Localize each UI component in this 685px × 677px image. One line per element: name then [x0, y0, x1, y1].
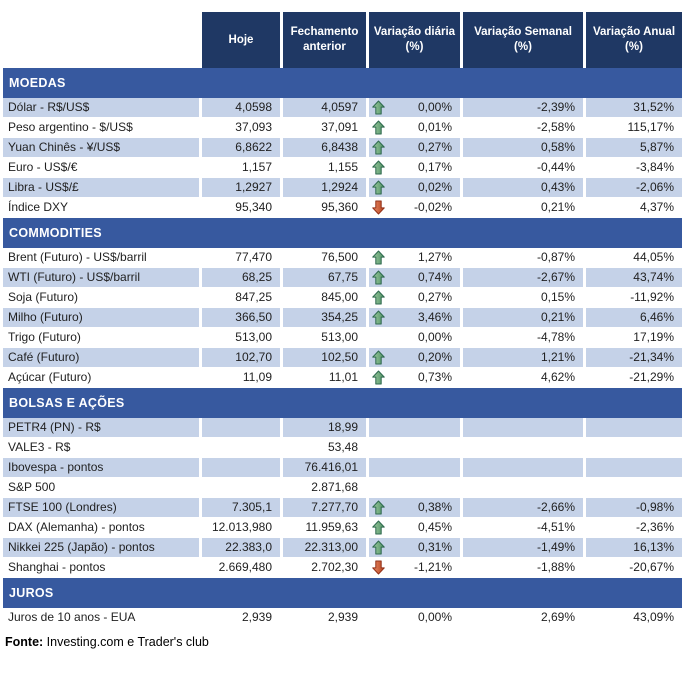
- up-arrow-icon: [372, 100, 385, 115]
- table-row: [3, 268, 682, 288]
- header-row: [3, 12, 682, 68]
- hoje-cell: 2,939: [202, 608, 280, 628]
- variacao-semanal-cell: 0,58%: [463, 138, 583, 158]
- table-row: [3, 178, 682, 198]
- variacao-diaria-cell: [369, 328, 460, 348]
- fechamento-cell: 7.277,70: [283, 498, 366, 518]
- variacao-anual-cell: -2,36%: [586, 518, 682, 538]
- variacao-diaria-value: 0,02%: [417, 180, 452, 194]
- hoje-cell: 68,25: [202, 268, 280, 288]
- variacao-diaria-cell: [369, 518, 460, 538]
- variacao-diaria-cell: [369, 348, 460, 368]
- variacao-anual-cell: [586, 418, 682, 438]
- label-cell: VALE3 - R$: [3, 438, 199, 458]
- variacao-diaria-cell: [369, 268, 460, 288]
- label-cell: Brent (Futuro) - US$/barril: [3, 248, 199, 268]
- table-row: [3, 138, 682, 158]
- variacao-diaria-value: 0,01%: [417, 120, 452, 134]
- variacao-semanal-cell: 0,15%: [463, 288, 583, 308]
- variacao-anual-cell: 43,09%: [586, 608, 682, 628]
- label-cell: Café (Futuro): [3, 348, 199, 368]
- variacao-semanal-cell: 2,69%: [463, 608, 583, 628]
- variacao-anual-cell: [586, 458, 682, 478]
- hoje-cell: 366,50: [202, 308, 280, 328]
- section-header: BOLSAS E AÇÕES: [3, 388, 682, 418]
- up-arrow-icon: [372, 540, 385, 555]
- variacao-semanal-cell: -2,67%: [463, 268, 583, 288]
- table-row: [3, 158, 682, 178]
- down-arrow-icon: [372, 560, 385, 575]
- variacao-anual-cell: -20,67%: [586, 558, 682, 578]
- label-cell: FTSE 100 (Londres): [3, 498, 199, 518]
- variacao-diaria-cell: [369, 198, 460, 218]
- variacao-semanal-cell: -1,49%: [463, 538, 583, 558]
- label-cell: Milho (Futuro): [3, 308, 199, 328]
- hoje-cell: 6,8622: [202, 138, 280, 158]
- fechamento-cell: 354,25: [283, 308, 366, 328]
- table-row: [3, 498, 682, 518]
- variacao-diaria-value: 0,17%: [417, 160, 452, 174]
- table-row: [3, 438, 682, 458]
- variacao-diaria-cell: [369, 498, 460, 518]
- section-header: MOEDAS: [3, 68, 682, 98]
- label-cell: Juros de 10 anos - EUA: [3, 608, 199, 628]
- table-row: [3, 248, 682, 268]
- source-text: Investing.com e Trader's club: [43, 635, 209, 649]
- label-cell: Ibovespa - pontos: [3, 458, 199, 478]
- label-cell: Índice DXY: [3, 198, 199, 218]
- label-cell: Yuan Chinês - ¥/US$: [3, 138, 199, 158]
- label-cell: Shanghai - pontos: [3, 558, 199, 578]
- label-cell: Peso argentino - $/US$: [3, 118, 199, 138]
- fechamento-cell: 102,50: [283, 348, 366, 368]
- hoje-cell: 4,0598: [202, 98, 280, 118]
- label-cell: Soja (Futuro): [3, 288, 199, 308]
- variacao-diaria-value: 0,00%: [417, 100, 452, 114]
- table-row: [3, 418, 682, 438]
- variacao-semanal-cell: -0,44%: [463, 158, 583, 178]
- variacao-anual-cell: 5,87%: [586, 138, 682, 158]
- variacao-diaria-cell: [369, 368, 460, 388]
- hoje-cell: 847,25: [202, 288, 280, 308]
- fechamento-cell: 11,01: [283, 368, 366, 388]
- variacao-semanal-cell: 0,21%: [463, 308, 583, 328]
- fechamento-cell: 67,75: [283, 268, 366, 288]
- variacao-anual-cell: -11,92%: [586, 288, 682, 308]
- fechamento-cell: 1,155: [283, 158, 366, 178]
- variacao-diaria-cell: [369, 118, 460, 138]
- variacao-diaria-value: 0,73%: [417, 370, 452, 384]
- table-row: [3, 558, 682, 578]
- label-cell: DAX (Alemanha) - pontos: [3, 518, 199, 538]
- column-header: Variação Semanal (%): [463, 12, 583, 68]
- label-cell: Dólar - R$/US$: [3, 98, 199, 118]
- variacao-anual-cell: 4,37%: [586, 198, 682, 218]
- fechamento-cell: 53,48: [283, 438, 366, 458]
- fechamento-cell: 95,360: [283, 198, 366, 218]
- label-cell: Nikkei 225 (Japão) - pontos: [3, 538, 199, 558]
- variacao-anual-cell: 115,17%: [586, 118, 682, 138]
- variacao-diaria-cell: [369, 288, 460, 308]
- table-row: [3, 368, 682, 388]
- hoje-cell: 22.383,0: [202, 538, 280, 558]
- variacao-diaria-value: 0,45%: [417, 520, 452, 534]
- hoje-cell: [202, 478, 280, 498]
- variacao-anual-cell: 17,19%: [586, 328, 682, 348]
- variacao-semanal-cell: [463, 418, 583, 438]
- up-arrow-icon: [372, 120, 385, 135]
- up-arrow-icon: [372, 140, 385, 155]
- hoje-cell: 11,09: [202, 368, 280, 388]
- hoje-cell: [202, 418, 280, 438]
- label-cell: PETR4 (PN) - R$: [3, 418, 199, 438]
- variacao-diaria-cell: [369, 98, 460, 118]
- variacao-anual-cell: -21,29%: [586, 368, 682, 388]
- variacao-diaria-value: -1,21%: [413, 560, 452, 574]
- variacao-semanal-cell: -1,88%: [463, 558, 583, 578]
- hoje-cell: 1,2927: [202, 178, 280, 198]
- variacao-diaria-cell: [369, 248, 460, 268]
- hoje-cell: 102,70: [202, 348, 280, 368]
- table-row: [3, 198, 682, 218]
- variacao-diaria-cell: [369, 608, 460, 628]
- fechamento-cell: 845,00: [283, 288, 366, 308]
- hoje-cell: 7.305,1: [202, 498, 280, 518]
- variacao-anual-cell: 6,46%: [586, 308, 682, 328]
- variacao-anual-cell: [586, 478, 682, 498]
- variacao-semanal-cell: 0,21%: [463, 198, 583, 218]
- variacao-diaria-cell: [369, 418, 460, 438]
- variacao-semanal-cell: -2,66%: [463, 498, 583, 518]
- down-arrow-icon: [372, 200, 385, 215]
- fechamento-cell: 22.313,00: [283, 538, 366, 558]
- variacao-diaria-cell: [369, 158, 460, 178]
- variacao-semanal-cell: [463, 458, 583, 478]
- variacao-semanal-cell: [463, 438, 583, 458]
- variacao-diaria-value: 0,00%: [417, 330, 452, 344]
- variacao-diaria-cell: [369, 438, 460, 458]
- financial-indicators-table: [3, 12, 682, 649]
- label-cell: S&P 500: [3, 478, 199, 498]
- fechamento-cell: 76,500: [283, 248, 366, 268]
- variacao-diaria-value: 1,27%: [417, 250, 452, 264]
- table-row: [3, 288, 682, 308]
- hoje-cell: 1,157: [202, 158, 280, 178]
- fechamento-cell: 4,0597: [283, 98, 366, 118]
- column-header: Variação Anual (%): [586, 12, 682, 68]
- label-cell: Euro - US$/€: [3, 158, 199, 178]
- table-row: [3, 538, 682, 558]
- variacao-diaria-cell: [369, 558, 460, 578]
- variacao-diaria-value: 0,27%: [417, 290, 452, 304]
- variacao-diaria-value: 0,31%: [417, 540, 452, 554]
- variacao-semanal-cell: -4,51%: [463, 518, 583, 538]
- variacao-semanal-cell: -2,58%: [463, 118, 583, 138]
- variacao-anual-cell: 16,13%: [586, 538, 682, 558]
- variacao-semanal-cell: [463, 478, 583, 498]
- label-cell: Libra - US$/£: [3, 178, 199, 198]
- hoje-cell: 513,00: [202, 328, 280, 348]
- variacao-diaria-cell: [369, 138, 460, 158]
- label-cell: WTI (Futuro) - US$/barril: [3, 268, 199, 288]
- hoje-cell: 37,093: [202, 118, 280, 138]
- table-row: [3, 328, 682, 348]
- table-row: [3, 308, 682, 328]
- source-note: [3, 635, 682, 649]
- variacao-diaria-cell: [369, 178, 460, 198]
- fechamento-cell: 11.959,63: [283, 518, 366, 538]
- up-arrow-icon: [372, 250, 385, 265]
- variacao-diaria-value: -0,02%: [413, 200, 452, 214]
- up-arrow-icon: [372, 160, 385, 175]
- table-row: [3, 608, 682, 628]
- variacao-anual-cell: -21,34%: [586, 348, 682, 368]
- fechamento-cell: 76.416,01: [283, 458, 366, 478]
- variacao-diaria-value: 0,20%: [417, 350, 452, 364]
- fechamento-cell: 2.702,30: [283, 558, 366, 578]
- variacao-anual-cell: -2,06%: [586, 178, 682, 198]
- variacao-semanal-cell: -0,87%: [463, 248, 583, 268]
- up-arrow-icon: [372, 310, 385, 325]
- fechamento-cell: 513,00: [283, 328, 366, 348]
- variacao-diaria-cell: [369, 478, 460, 498]
- variacao-diaria-cell: [369, 458, 460, 478]
- up-arrow-icon: [372, 370, 385, 385]
- variacao-diaria-cell: [369, 308, 460, 328]
- section-header: JUROS: [3, 578, 682, 608]
- up-arrow-icon: [372, 290, 385, 305]
- variacao-diaria-cell: [369, 538, 460, 558]
- hoje-cell: 2.669,480: [202, 558, 280, 578]
- hoje-cell: [202, 438, 280, 458]
- up-arrow-icon: [372, 270, 385, 285]
- hoje-cell: 95,340: [202, 198, 280, 218]
- variacao-diaria-value: 0,27%: [417, 140, 452, 154]
- fechamento-cell: 1,2924: [283, 178, 366, 198]
- fechamento-cell: 37,091: [283, 118, 366, 138]
- variacao-semanal-cell: 4,62%: [463, 368, 583, 388]
- up-arrow-icon: [372, 500, 385, 515]
- variacao-diaria-value: 3,46%: [417, 310, 452, 324]
- table-row: [3, 348, 682, 368]
- variacao-semanal-cell: 0,43%: [463, 178, 583, 198]
- variacao-anual-cell: [586, 438, 682, 458]
- label-cell: Açúcar (Futuro): [3, 368, 199, 388]
- variacao-anual-cell: 43,74%: [586, 268, 682, 288]
- variacao-semanal-cell: -2,39%: [463, 98, 583, 118]
- table-row: [3, 458, 682, 478]
- table-body: [3, 68, 682, 628]
- hoje-cell: 77,470: [202, 248, 280, 268]
- column-header: Hoje: [202, 12, 280, 68]
- table-row: [3, 118, 682, 138]
- fechamento-cell: 6,8438: [283, 138, 366, 158]
- variacao-diaria-value: 0,74%: [417, 270, 452, 284]
- variacao-anual-cell: 31,52%: [586, 98, 682, 118]
- hoje-cell: [202, 458, 280, 478]
- section-header: COMMODITIES: [3, 218, 682, 248]
- variacao-diaria-value: 0,00%: [417, 610, 452, 624]
- variacao-diaria-value: 0,38%: [417, 500, 452, 514]
- label-cell: Trigo (Futuro): [3, 328, 199, 348]
- source-label: Fonte:: [5, 635, 44, 649]
- up-arrow-icon: [372, 180, 385, 195]
- fechamento-cell: 2.871,68: [283, 478, 366, 498]
- up-arrow-icon: [372, 350, 385, 365]
- variacao-anual-cell: -3,84%: [586, 158, 682, 178]
- column-header: Fechamento anterior: [283, 12, 366, 68]
- variacao-semanal-cell: -4,78%: [463, 328, 583, 348]
- hoje-cell: 12.013,980: [202, 518, 280, 538]
- up-arrow-icon: [372, 520, 385, 535]
- fechamento-cell: 18,99: [283, 418, 366, 438]
- variacao-semanal-cell: 1,21%: [463, 348, 583, 368]
- table-row: [3, 518, 682, 538]
- column-header: Variação diária (%): [369, 12, 460, 68]
- fechamento-cell: 2,939: [283, 608, 366, 628]
- table-row: [3, 98, 682, 118]
- table-row: [3, 478, 682, 498]
- header-spacer: [3, 12, 199, 68]
- variacao-anual-cell: -0,98%: [586, 498, 682, 518]
- variacao-anual-cell: 44,05%: [586, 248, 682, 268]
